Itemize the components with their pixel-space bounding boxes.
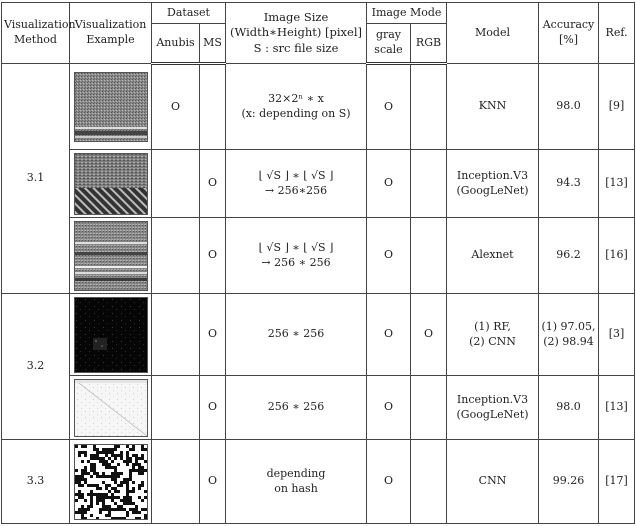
ref-cell: [9] — [599, 64, 635, 150]
size-cell — [226, 218, 367, 294]
example-cell — [70, 64, 152, 150]
accuracy-line-1: 94.3 — [556, 176, 581, 190]
header-image-mode: Image Mode — [367, 3, 447, 24]
accuracy-line-1: 98.0 — [556, 99, 581, 113]
size-line-1: 256 ∗ 256 — [267, 327, 325, 341]
ref-cell: [3] — [599, 294, 635, 376]
model-line-1: Inception.V3 — [456, 168, 529, 182]
size-line-2: → 256 ∗ 256 — [261, 255, 331, 269]
ms-cell: O — [200, 376, 226, 440]
gray-cell: O — [367, 64, 411, 150]
image-size-note: S : src file size — [253, 40, 339, 55]
light-sparse-thumbnail — [74, 379, 148, 437]
hatched-texture-thumbnail — [74, 153, 148, 215]
thumb-svg-4 — [75, 298, 147, 372]
method-cell: 3.3 — [2, 440, 70, 524]
example-cell — [70, 218, 152, 294]
accuracy-cell — [539, 150, 599, 218]
model-line-2: (2) CNN — [469, 334, 516, 348]
header-example: Visualization Example — [70, 3, 152, 64]
model-cell — [447, 294, 539, 376]
method-cell: 3.2 — [2, 294, 70, 440]
thumb-svg-2 — [75, 154, 147, 214]
model-line-2: (GoogLeNet) — [456, 407, 529, 421]
accuracy-cell — [539, 440, 599, 524]
accuracy-line-1: (1) 97.05, — [541, 319, 596, 333]
example-cell — [70, 294, 152, 376]
gray-cell: O — [367, 150, 411, 218]
size-line-1: 32×2ⁿ ∗ x — [268, 91, 324, 105]
thumb-svg-5 — [75, 380, 147, 436]
header-gray: gray scale — [367, 24, 411, 64]
ms-cell: O — [200, 150, 226, 218]
accuracy-line-1: 98.0 — [556, 400, 581, 414]
gray-cell: O — [367, 218, 411, 294]
size-cell — [226, 376, 367, 440]
method-cell: 3.1 — [2, 64, 70, 294]
size-line-1: depending — [266, 466, 326, 480]
example-cell — [70, 440, 152, 524]
table-row — [2, 218, 635, 294]
size-cell — [226, 440, 367, 524]
size-cell — [226, 294, 367, 376]
accuracy-line-1: 99.26 — [552, 474, 585, 488]
size-cell — [226, 64, 367, 150]
thumb-svg-6 — [75, 445, 147, 519]
model-cell — [447, 218, 539, 294]
gray-cell: O — [367, 440, 411, 524]
ms-cell — [200, 64, 226, 150]
accuracy-cell — [539, 218, 599, 294]
size-cell — [226, 150, 367, 218]
accuracy-cell — [539, 376, 599, 440]
rgb-cell — [411, 440, 447, 524]
header-accuracy: Accuracy [%] — [539, 3, 599, 64]
anubis-cell — [152, 440, 200, 524]
thumb-svg-3 — [75, 222, 147, 290]
example-cell — [70, 150, 152, 218]
striped-texture-thumbnail — [74, 221, 148, 291]
model-line-2: (GoogLeNet) — [456, 183, 529, 197]
noise-texture-thumbnail — [74, 72, 148, 142]
ms-cell: O — [200, 294, 226, 376]
rgb-cell: O — [411, 294, 447, 376]
model-line-1: Inception.V3 — [456, 392, 529, 406]
header-dataset: Dataset — [152, 3, 226, 24]
model-cell — [447, 64, 539, 150]
rgb-cell — [411, 376, 447, 440]
header-anubis: Anubis — [152, 24, 200, 64]
accuracy-line-2: (2) 98.94 — [543, 334, 594, 348]
qr-like-thumbnail — [74, 444, 148, 520]
header-model: Model — [447, 3, 539, 64]
size-line-1: 256 ∗ 256 — [267, 400, 325, 414]
anubis-cell — [152, 294, 200, 376]
table-row — [2, 150, 635, 218]
anubis-cell — [152, 150, 200, 218]
size-line-2: on hash — [274, 481, 318, 495]
example-cell — [70, 376, 152, 440]
dark-sparse-thumbnail — [74, 297, 148, 373]
rgb-cell — [411, 150, 447, 218]
size-line-1: ⌊ √S ⌋ ∗ ⌊ √S ⌋ — [258, 240, 334, 254]
ref-cell: [17] — [599, 440, 635, 524]
gray-cell: O — [367, 376, 411, 440]
header-method: Visualization Method — [2, 3, 70, 64]
header-ms: MS — [200, 24, 226, 64]
model-cell — [447, 150, 539, 218]
image-size-title: Image Size — [263, 9, 329, 24]
header-image-size — [226, 3, 367, 64]
model-line-1: Alexnet — [471, 248, 514, 262]
model-cell — [447, 376, 539, 440]
anubis-cell: O — [152, 64, 200, 150]
table-row — [2, 64, 635, 150]
ms-cell: O — [200, 218, 226, 294]
model-line-1: (1) RF, — [474, 319, 511, 333]
size-line-2: → 256∗256 — [264, 183, 328, 197]
ref-cell: [13] — [599, 150, 635, 218]
accuracy-cell — [539, 294, 599, 376]
ms-cell: O — [200, 440, 226, 524]
header-ref: Ref. — [599, 3, 635, 64]
anubis-cell — [152, 218, 200, 294]
gray-cell: O — [367, 294, 411, 376]
ref-cell: [13] — [599, 376, 635, 440]
table-row — [2, 294, 635, 376]
table-row — [2, 376, 635, 440]
rgb-cell — [411, 64, 447, 150]
model-cell — [447, 440, 539, 524]
accuracy-line-1: 96.2 — [556, 248, 581, 262]
anubis-cell — [152, 376, 200, 440]
model-line-1: KNN — [478, 99, 507, 113]
size-line-1: ⌊ √S ⌋ ∗ ⌊ √S ⌋ — [258, 168, 334, 182]
table-row — [2, 440, 635, 524]
image-size-unit: (Width∗Height) [pixel] — [229, 25, 362, 40]
thumb-svg-1 — [75, 73, 147, 141]
header-rgb: RGB — [411, 24, 447, 64]
size-line-2: (x: depending on S) — [241, 106, 351, 120]
accuracy-cell — [539, 64, 599, 150]
rgb-cell — [411, 218, 447, 294]
comparison-table — [1, 2, 635, 524]
ref-cell: [16] — [599, 218, 635, 294]
model-line-1: CNN — [478, 474, 507, 488]
